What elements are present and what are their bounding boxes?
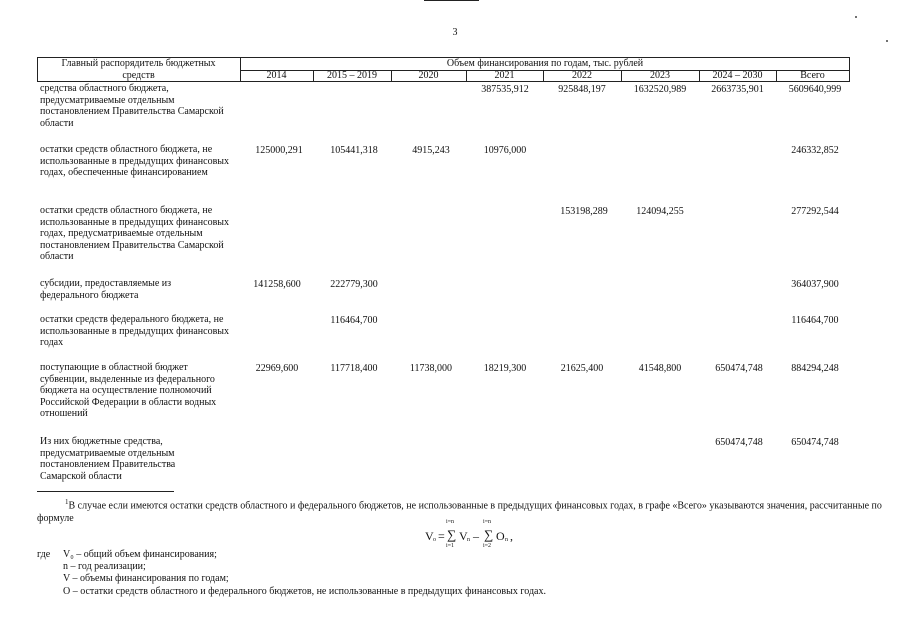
formula-term1-sub: n (467, 537, 470, 543)
legend-item: n – год реализации; (63, 561, 146, 572)
formula-end: , (510, 529, 513, 543)
legend-where: где (37, 549, 51, 560)
value-cell: 116464,700 (330, 315, 378, 326)
legend-item: V₀ – общий объем финансирования; (63, 549, 217, 560)
value-cell: 41548,800 (638, 363, 682, 374)
footnote-marker: 1 (65, 498, 69, 506)
value-cell: 11738,000 (409, 363, 453, 374)
formula-sum1-top: i=n (446, 519, 455, 525)
value-cell: 650474,748 (715, 437, 763, 448)
value-cell: 1632520,989 (633, 84, 687, 95)
row-label: субсидии, предоставляемые из федерального бюджета (40, 278, 172, 301)
row-label: поступающие в областной бюджет субвенции, выделенные из федерального бюджета на осуществление полномочий Российской Федерации в области водных отношений (40, 362, 217, 419)
value-cell: 222779,300 (330, 279, 378, 290)
row-label: остатки средств федерального бюджета, не использованные в предыдущих финансовых годах (40, 314, 230, 348)
top-rule (424, 0, 479, 1)
formula-term2-sub: n (505, 537, 508, 543)
year-header: 2014 (266, 70, 287, 81)
value-cell: 650474,748 (791, 437, 839, 448)
value-cell: 925848,197 (558, 84, 606, 95)
value-cell: 5609640,999 (788, 84, 842, 95)
row-label: остатки средств областного бюджета, не использованные в предыдущих финансовых годах, предусматриваемые отдельным постановлением Правительства Самарской области (40, 205, 230, 262)
sigma-icon: ∑ (484, 527, 494, 542)
year-header: 2020 (418, 70, 439, 81)
sigma-icon: ∑ (447, 527, 457, 542)
page-number: 3 (452, 27, 458, 38)
year-header: 2022 (572, 70, 592, 81)
value-cell: 650474,748 (715, 363, 763, 374)
year-header: Всего (800, 70, 825, 81)
value-cell: 4915,243 (412, 145, 450, 156)
value-cell: 10976,000 (483, 145, 527, 156)
formula-sum2-top: i=n (483, 519, 492, 525)
value-cell: 124094,255 (636, 206, 684, 217)
year-header: 2015 – 2019 (327, 70, 377, 81)
row-label: остатки средств областного бюджета, не использованные в предыдущих финансовых годах, обеспеченные финансированием (40, 144, 230, 178)
value-cell: 21625,400 (560, 363, 604, 374)
value-cell: 117718,400 (330, 363, 378, 374)
value-cell: 116464,700 (791, 315, 839, 326)
year-header: 2024 – 2030 (712, 70, 763, 81)
row-label: средства областного бюджета, предусматриваемые отдельным постановлением Правительства Самарской области (40, 83, 224, 129)
formula-eq: = (438, 529, 445, 543)
value-cell: 153198,289 (560, 206, 608, 217)
year-header: 2021 (494, 70, 515, 81)
value-cell: 277292,544 (791, 206, 839, 217)
value-cell: 387535,912 (481, 84, 529, 95)
table-header (37, 57, 850, 82)
legend-item: O – остатки средств областного и федерального бюджетов, не использованные в предыдущих финансовых годах. (63, 586, 546, 597)
value-cell: 18219,300 (483, 363, 527, 374)
value-cell: 141258,600 (253, 279, 301, 290)
formula-minus: – (473, 529, 479, 543)
footnote-rule (37, 491, 174, 492)
value-cell: 884294,248 (791, 363, 839, 374)
value-cell: 364037,900 (791, 279, 839, 290)
formula (425, 519, 545, 551)
header-group-title: Объем финансирования по годам, тыс. рублей (446, 58, 644, 69)
legend-item: V – объемы финансирования по годам; (63, 573, 229, 584)
formula-sum1-bottom: i=1 (446, 543, 455, 549)
footnote-text: В случае если имеются остатки средств областного и федерального бюджетов, не использованные в предыдущих финансовых годах, в графе «Всего» указываются значения, рассчитанные по формуле (37, 500, 882, 524)
row-label: Из них бюджетные средства, предусматриваемые отдельным постановлением Правительства Самарской области (40, 436, 176, 482)
year-header: 2023 (650, 70, 670, 81)
formula-term2: O (496, 529, 505, 543)
header-col-title-line1: Главный распорядитель бюджетных (61, 58, 216, 69)
value-cell: 105441,318 (330, 145, 378, 156)
formula-lhs: V (425, 529, 434, 543)
value-cell: 246332,852 (791, 145, 839, 156)
scan-speck (855, 16, 857, 18)
scan-speck (886, 40, 888, 42)
formula-sum2-bottom: i=2 (483, 543, 492, 549)
formula-lhs-sub: o (433, 537, 436, 543)
formula-term1: V (459, 529, 468, 543)
value-cell: 2663735,901 (711, 84, 764, 95)
value-cell: 22969,600 (255, 363, 299, 374)
header-col-title-line2: средств (122, 70, 155, 81)
value-cell: 125000,291 (255, 145, 303, 156)
